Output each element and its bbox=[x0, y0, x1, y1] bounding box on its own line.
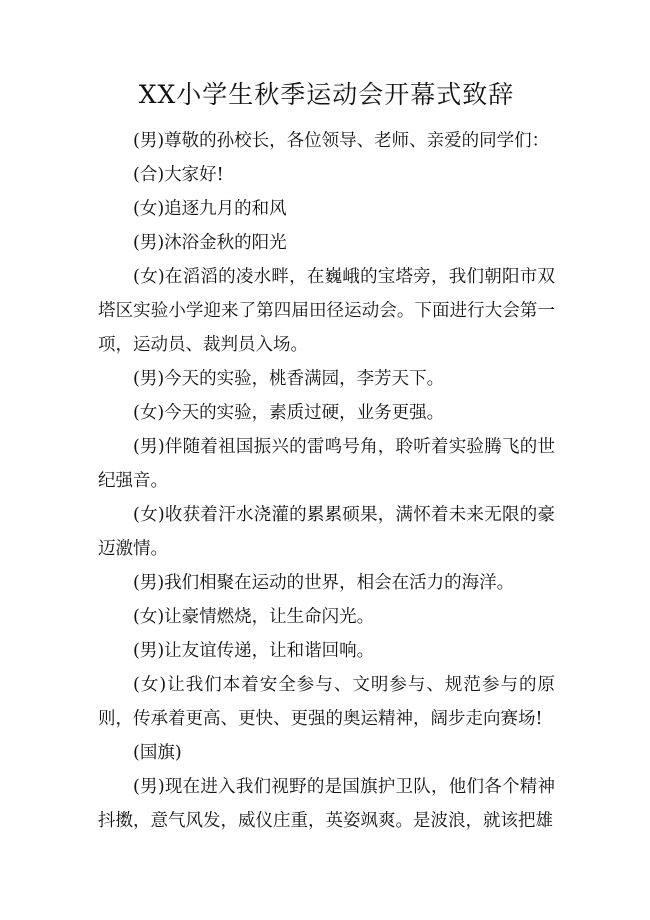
paragraph: (男)让友谊传递，让和谐回响。 bbox=[133, 641, 375, 661]
paragraph: (男)伴随着祖国振兴的雷鸣号角，聆听着实验腾飞的世纪强音。 bbox=[98, 437, 555, 491]
paragraph: (女)收获着汗水浇灌的累累硕果，满怀着未来无限的豪迈激情。 bbox=[98, 505, 555, 559]
document-title: XX小学生秋季运动会开幕式致辞 bbox=[138, 80, 515, 109]
paragraph: (女)让豪情燃烧，让生命闪光。 bbox=[133, 607, 375, 627]
paragraph: (男)现在进入我们视野的是国旗护卫队，他们各个精神抖擞，意气风发，威仪庄重，英姿飒爽。是波浪，就该把雄 bbox=[98, 777, 555, 831]
paragraph: (男)沐浴金秋的阳光 bbox=[133, 233, 287, 253]
paragraph: (国旗) bbox=[133, 743, 182, 763]
paragraph: (女)今天的实验，素质过硬，业务更强。 bbox=[133, 403, 445, 423]
document-body bbox=[98, 124, 555, 838]
paragraph: (女)在滔滔的凌水畔，在巍峨的宝塔旁，我们朝阳市双塔区实验小学迎来了第四届田径运动会。下面进行大会第一项，运动员、裁判员入场。 bbox=[98, 267, 555, 355]
paragraph: (男)今天的实验，桃香满园，李芳天下。 bbox=[133, 369, 445, 389]
paragraph: (合)大家好! bbox=[133, 165, 224, 185]
paragraph: (女)让我们本着安全参与、文明参与、规范参与的原则，传承着更高、更快、更强的奥运精神，阔步走向赛场! bbox=[98, 675, 555, 729]
paragraph: (男)尊敬的孙校长，各位领导、老师、亲爱的同学们： bbox=[133, 131, 550, 151]
paragraph: (女)追逐九月的和风 bbox=[133, 199, 287, 219]
paragraph: (男)我们相聚在运动的世界，相会在活力的海洋。 bbox=[133, 573, 515, 593]
